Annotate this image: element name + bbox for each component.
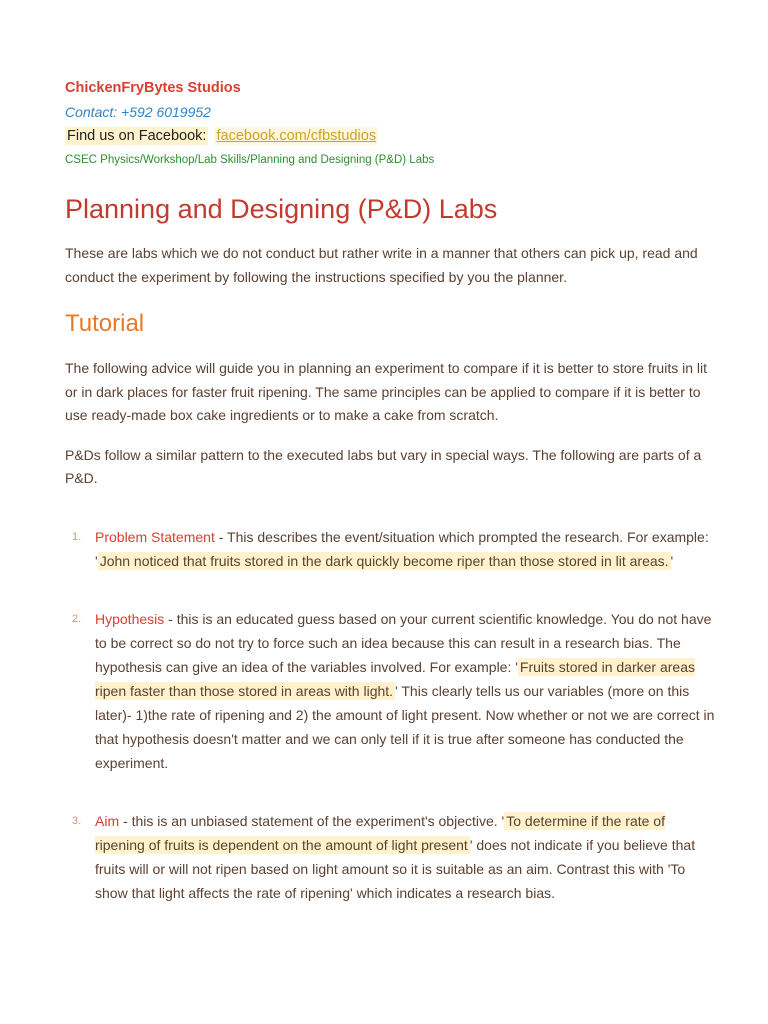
breadcrumb: CSEC Physics/Workshop/Lab Skills/Planning and Designing (P&D) Labs: [65, 154, 435, 166]
example-highlight: Fruits stored in darker areas ripen faster than those stored in areas with light.: [95, 658, 695, 699]
item-text: - This describes the event/situation which prompted the research. For example: ': [95, 528, 709, 569]
list-item: [65, 607, 715, 775]
facebook-label: Find us on Facebook:: [67, 128, 207, 144]
list-item: [65, 525, 715, 573]
pattern-paragraph: P&Ds follow a similar pattern to the executed labs but vary in special ways. The following are parts of a P&D.: [65, 446, 702, 486]
facebook-line: [65, 124, 715, 148]
studio-name: ChickenFryBytes Studios: [65, 80, 241, 96]
intro-paragraph: These are labs which we do not conduct but rather write in a manner that others can pick up, read and conduct the experiment by following the instructions specified by you the planner.: [65, 245, 698, 285]
advice-paragraph: The following advice will guide you in planning an experiment to compare if it is better to store fruits in lit or in dark places for faster fruit ripening. The same principles can be applied to compare if it is better to use ready-made box cake ingredients or to make a cake from scratch.: [65, 360, 707, 423]
item-text: - this is an unbiased statement of the experiment's objective. ': [119, 812, 505, 829]
parts-list: [65, 525, 715, 905]
term-hypothesis: Hypothesis: [95, 610, 165, 627]
example-highlight: John noticed that fruits stored in the dark quickly become riper than those stored in lit areas.: [99, 552, 669, 569]
page-title: Planning and Designing (P&D) Labs: [65, 194, 498, 224]
item-text: - this is an educated guess based on your current scientific knowledge. You do not have to be correct so do not try to force such an idea because this can result in a research bias. The hypothesis can give an idea of the variables involved. For example: ': [95, 610, 712, 675]
list-number: 2.: [72, 612, 82, 625]
facebook-link[interactable]: facebook.com/cfbstudios: [216, 128, 377, 144]
example-highlight: To determine if the rate of ripening of fruits is dependent on the amount of light present: [95, 812, 665, 853]
list-number: 1.: [72, 530, 82, 543]
contact-info: Contact: +592 6019952: [65, 104, 211, 120]
tutorial-heading: Tutorial: [65, 310, 145, 337]
item-text-after: ' does not indicate if you believe that fruits will or will not ripen based on light amount so it is suitable as an aim. Contrast this with 'To show that light affects the rate of ripening' which indicates a research bias.: [95, 836, 696, 901]
document-page: [65, 76, 715, 939]
item-text-after: ' This clearly tells us our variables (more on this later)- 1)the rate of ripening and 2) the amount of light present. Now whether or not we are correct in that hypothesis doesn't matter and we can only tell if it is true after someone has conducted the experiment.: [95, 682, 715, 771]
list-item: [65, 809, 715, 905]
term-aim: Aim: [95, 812, 120, 829]
item-text-after: ': [670, 552, 674, 569]
list-number: 3.: [72, 814, 82, 827]
term-problem-statement: Problem Statement: [95, 528, 215, 545]
